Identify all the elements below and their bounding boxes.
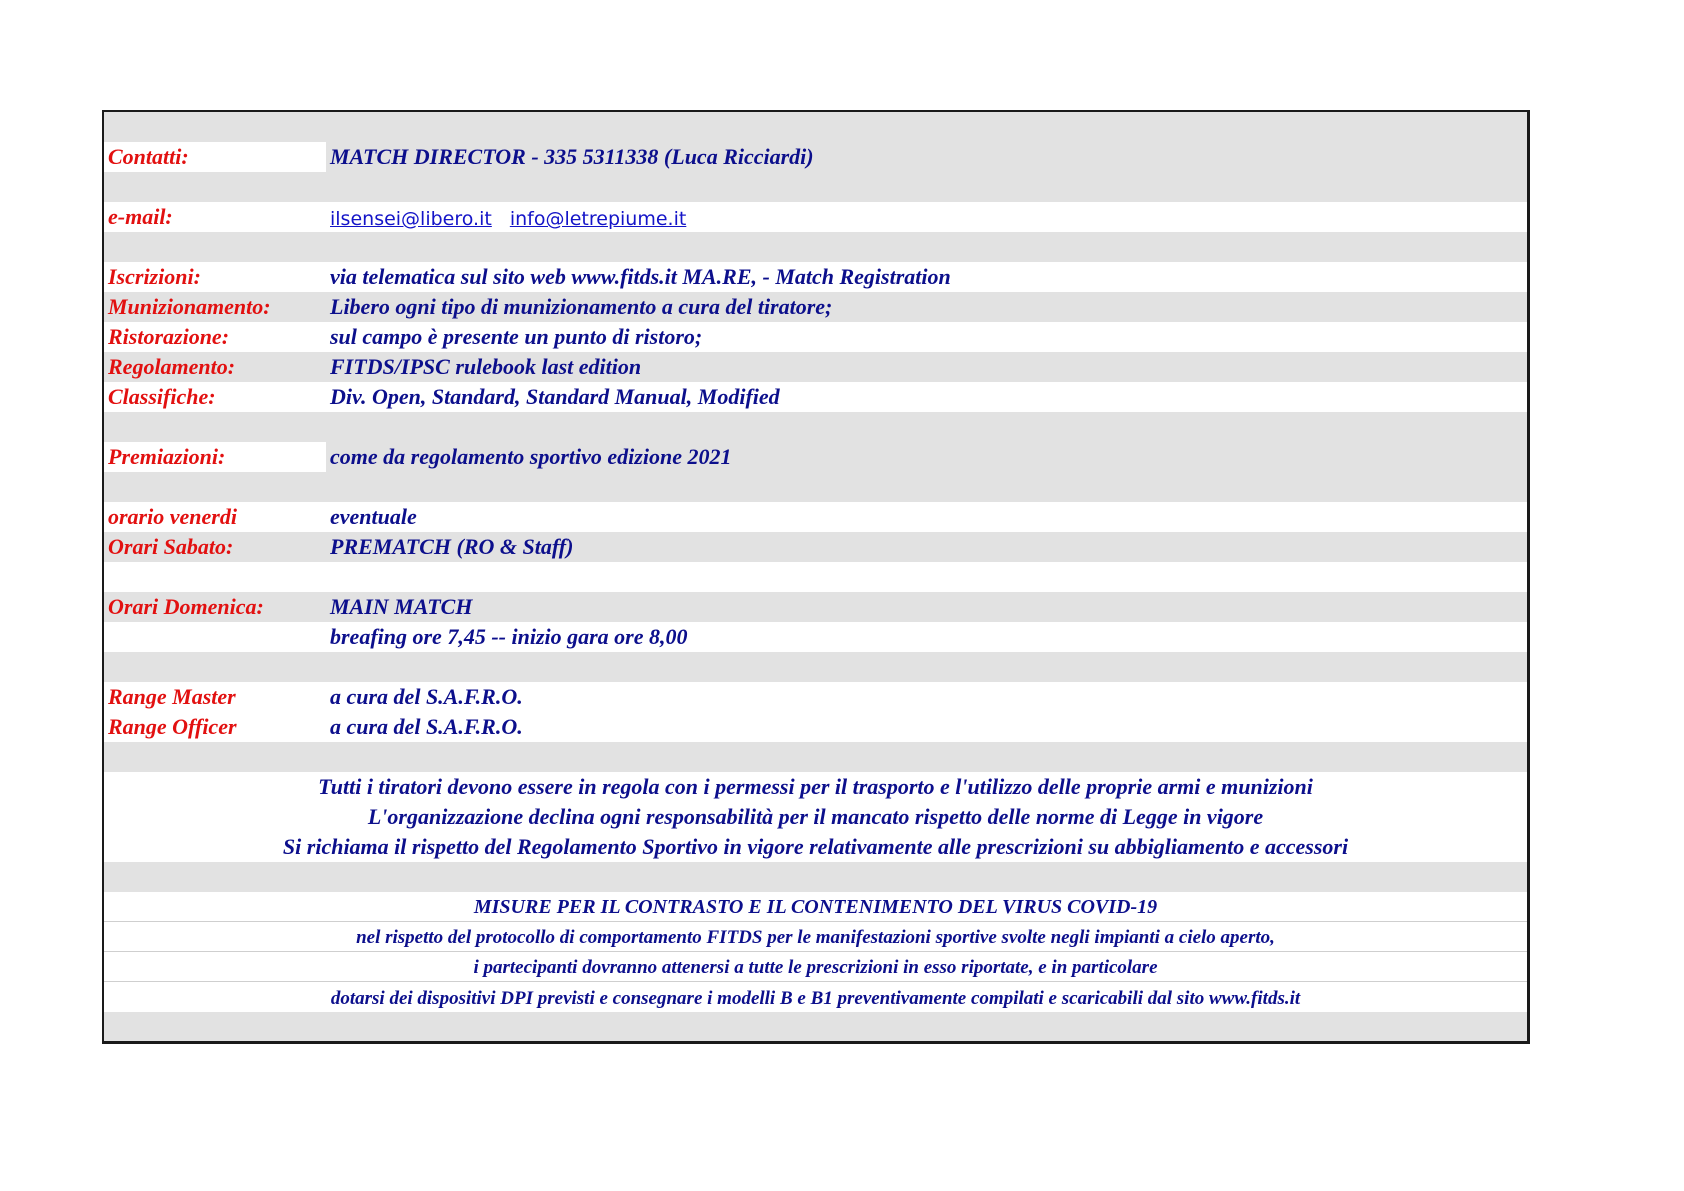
value-iscrizioni: via telematica sul sito web www.fitds.it MA.RE, - Match Registration xyxy=(330,264,951,289)
value-email xyxy=(330,208,704,230)
row-munizionamento xyxy=(104,292,1527,322)
row-domenica-orari xyxy=(104,622,1527,652)
info-sheet xyxy=(102,110,1530,1044)
label-range-officer: Range Officer xyxy=(108,714,237,739)
row-sabato xyxy=(104,532,1527,562)
covid-line: dotarsi dei dispositivi DPI previsti e consegnare i modelli B e B1 preventivamente compilati e scaricabili dal sito www.fitds.it xyxy=(330,988,1301,1009)
row-ristorazione xyxy=(104,322,1527,352)
value-ristorazione: sul campo è presente un punto di ristoro; xyxy=(330,324,703,349)
value-premiazioni: come da regolamento sportivo edizione 2021 xyxy=(330,444,732,469)
spacer-row xyxy=(104,232,1527,262)
spacer-row xyxy=(104,652,1527,682)
row-range-master xyxy=(104,682,1527,712)
row-range-officer xyxy=(104,712,1527,742)
row-premiazioni xyxy=(104,442,1527,472)
covid-title: MISURE PER IL CONTRASTO E IL CONTENIMENTO DEL VIRUS COVID-19 xyxy=(473,896,1158,918)
row-venerdi xyxy=(104,502,1527,532)
value-domenica: MAIN MATCH xyxy=(330,594,473,619)
note-text: L'organizzazione declina ogni responsabilità per il mancato rispetto delle norme di Legge in vigore xyxy=(367,804,1264,829)
note-row xyxy=(104,832,1527,862)
covid-line-row xyxy=(104,952,1527,982)
spacer-row xyxy=(104,472,1527,502)
spacer-row xyxy=(104,412,1527,442)
label-range-master: Range Master xyxy=(108,684,236,709)
note-row xyxy=(104,802,1527,832)
row-iscrizioni xyxy=(104,262,1527,292)
spacer-row xyxy=(104,112,1527,142)
label-contatti: Contatti: xyxy=(108,144,189,169)
label-classifiche: Classifiche: xyxy=(108,384,216,409)
value-range-master: a cura del S.A.F.R.O. xyxy=(330,684,523,709)
spacer-row xyxy=(104,172,1527,202)
value-contatti: MATCH DIRECTOR - 335 5311338 (Luca Ricciardi) xyxy=(330,144,814,169)
value-classifiche: Div. Open, Standard, Standard Manual, Modified xyxy=(330,384,780,409)
spacer-row xyxy=(104,862,1527,892)
value-domenica-orari: breafing ore 7,45 -- inizio gara ore 8,00 xyxy=(330,624,688,649)
value-range-officer: a cura del S.A.F.R.O. xyxy=(330,714,523,739)
note-text: Tutti i tiratori devono essere in regola con i permessi per il trasporto e l'utilizzo delle proprie armi e munizioni xyxy=(318,774,1313,799)
covid-line-row xyxy=(104,922,1527,952)
email-link-1[interactable]: ilsensei@libero.it xyxy=(330,208,492,230)
row-classifiche xyxy=(104,382,1527,412)
value-sabato: PREMATCH (RO & Staff) xyxy=(330,534,574,559)
spacer-row xyxy=(104,1012,1527,1041)
covid-title-row xyxy=(104,892,1527,922)
row-domenica xyxy=(104,592,1527,622)
spacer-row xyxy=(104,742,1527,772)
value-venerdi: eventuale xyxy=(330,504,417,529)
email-link-2[interactable]: info@letrepiume.it xyxy=(509,208,687,230)
label-domenica: Orari Domenica: xyxy=(108,594,264,619)
spacer-row xyxy=(104,562,1527,592)
label-email: e-mail: xyxy=(108,204,173,229)
row-email xyxy=(104,202,1527,232)
covid-line-row xyxy=(104,982,1527,1012)
label-ristorazione: Ristorazione: xyxy=(108,324,230,349)
label-iscrizioni: Iscrizioni: xyxy=(108,264,201,289)
label-regolamento: Regolamento: xyxy=(108,354,236,379)
label-munizionamento: Munizionamento: xyxy=(108,294,271,319)
note-row xyxy=(104,772,1527,802)
covid-line: nel rispetto del protocollo di comportamento FITDS per le manifestazioni sportive svolte negli impianti a cielo aperto, xyxy=(356,927,1275,948)
note-text: Si richiama il rispetto del Regolamento Sportivo in vigore relativamente alle prescrizioni su abbigliamento e accessori xyxy=(282,834,1349,859)
value-regolamento: FITDS/IPSC rulebook last edition xyxy=(330,354,642,379)
row-regolamento xyxy=(104,352,1527,382)
label-sabato: Orari Sabato: xyxy=(108,534,234,559)
label-venerdi: orario venerdi xyxy=(108,504,237,529)
covid-line: i partecipanti dovranno attenersi a tutte le prescrizioni in esso riportate, e in particolare xyxy=(473,957,1158,978)
value-munizionamento: Libero ogni tipo di munizionamento a cura del tiratore; xyxy=(330,294,833,319)
label-premiazioni: Premiazioni: xyxy=(108,444,226,469)
row-contatti xyxy=(104,142,1527,172)
